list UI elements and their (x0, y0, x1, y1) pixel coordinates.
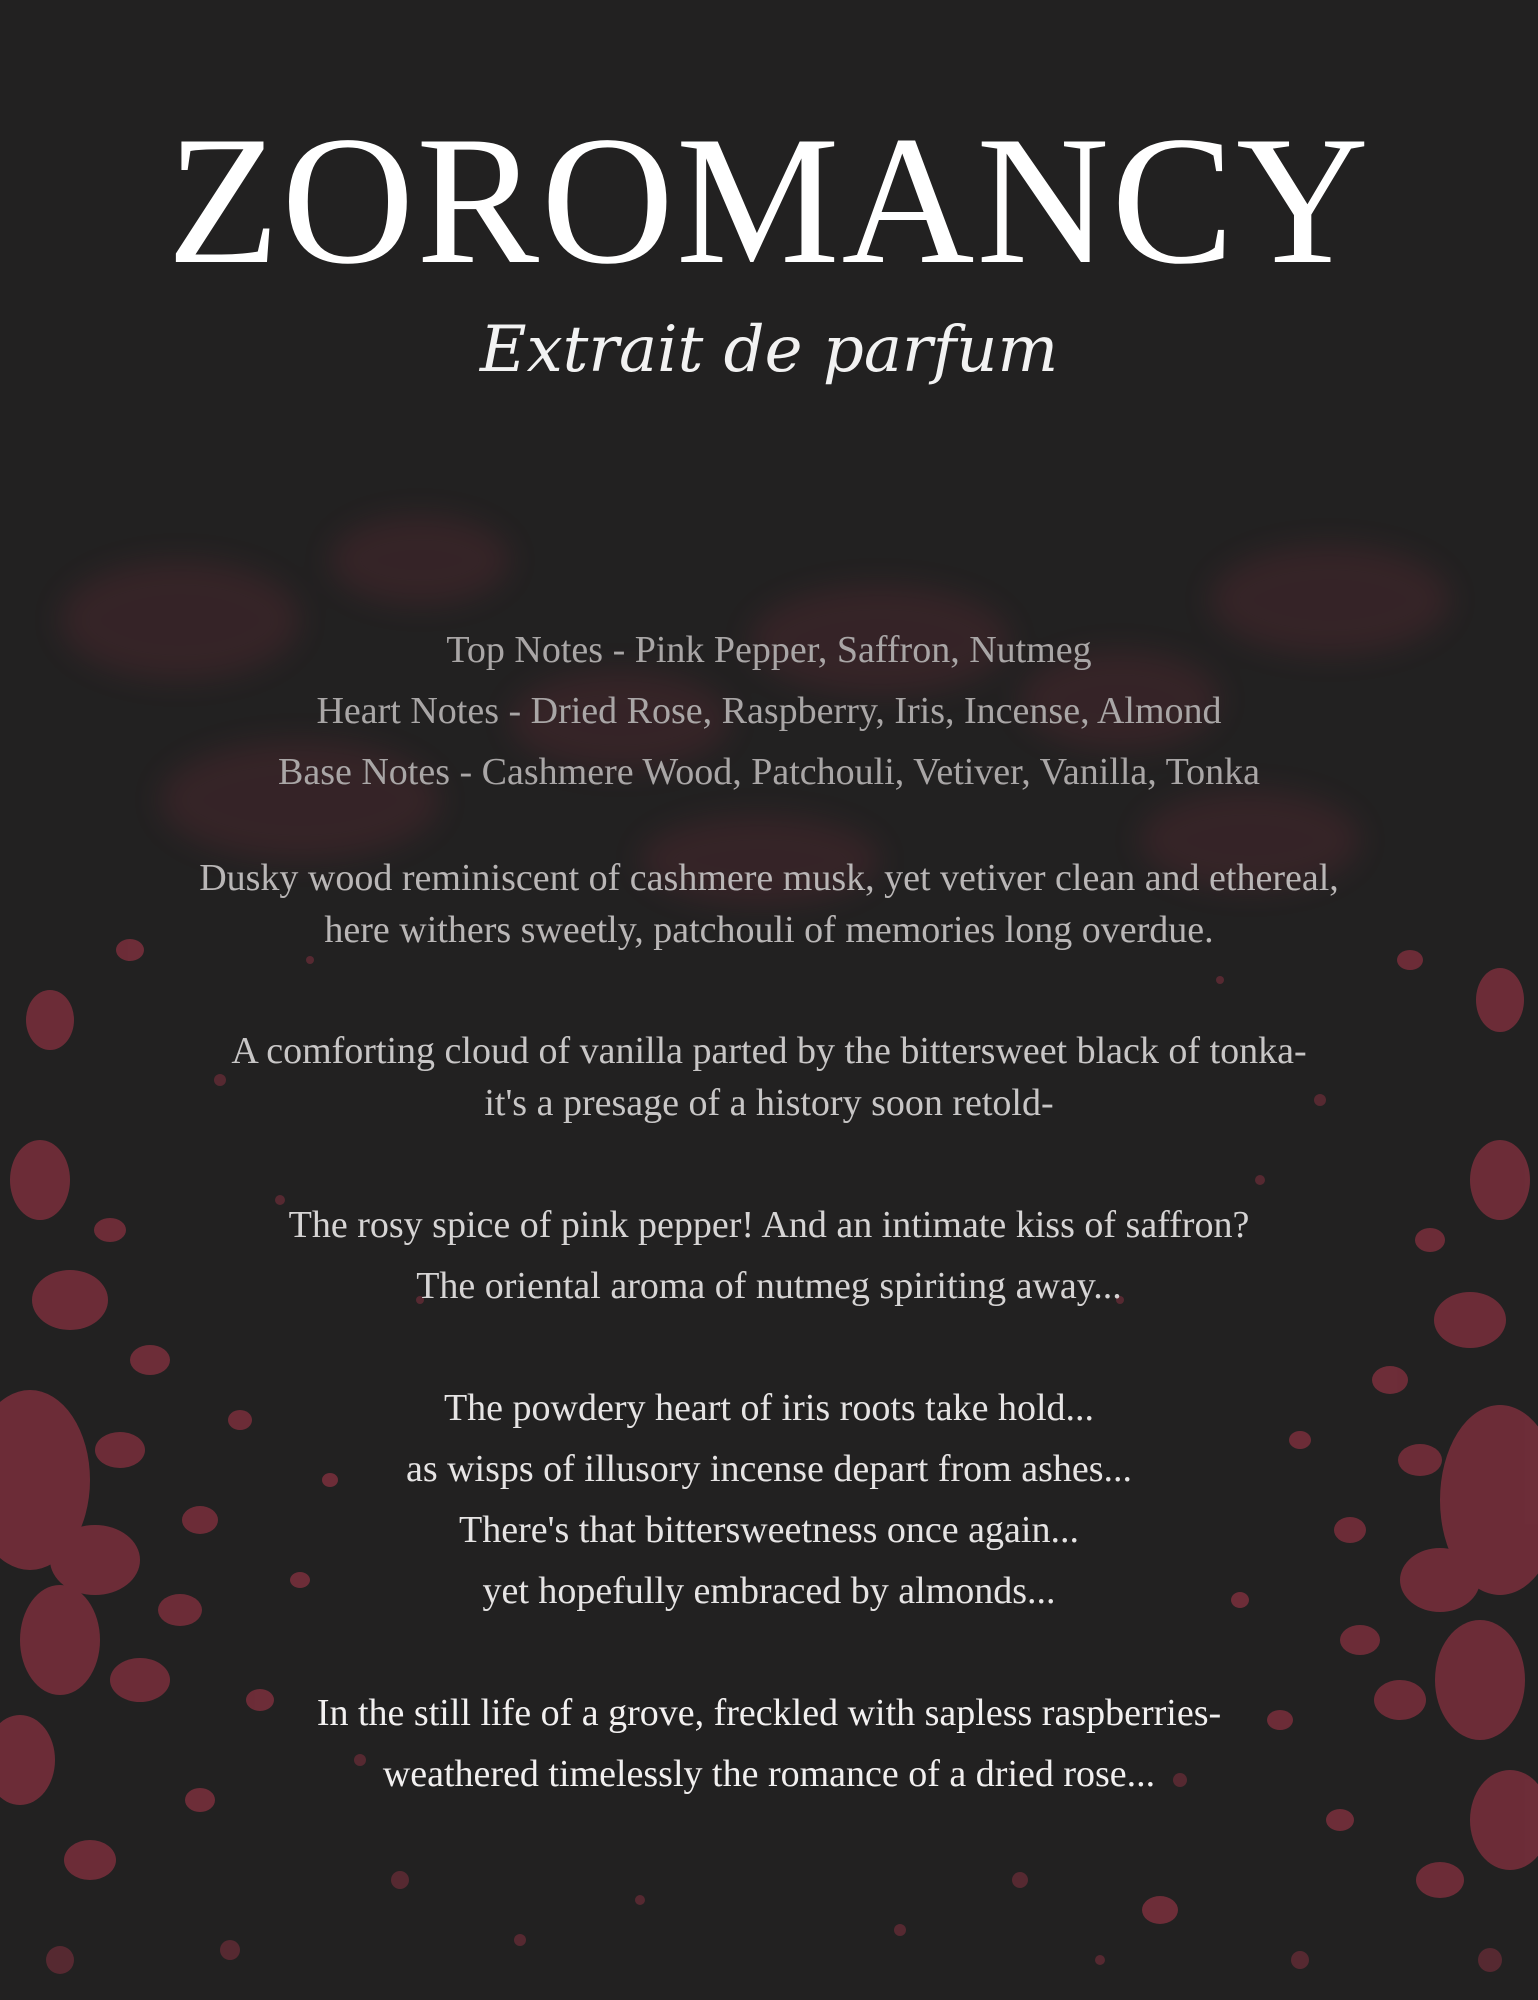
fragrance-notes (0, 620, 1538, 803)
poem-line: Dusky wood reminiscent of cashmere musk, yet vetiver clean and ethereal, (199, 857, 1339, 899)
top-notes: Top Notes - Pink Pepper, Saffron, Nutmeg (446, 629, 1092, 671)
poem-stanza-2 (0, 1025, 1538, 1129)
base-notes: Base Notes - Cashmere Wood, Patchouli, Vetiver, Vanilla, Tonka (277, 751, 1260, 793)
poem-line: The rosy spice of pink pepper! And an intimate kiss of saffron? (288, 1204, 1250, 1246)
heart-notes: Heart Notes - Dried Rose, Raspberry, Iris, Incense, Almond (316, 690, 1222, 732)
poem-line: it's a presage of a history soon retold- (484, 1082, 1054, 1124)
poem-line: There's that bittersweetness once again... (459, 1509, 1079, 1551)
poem-line: The oriental aroma of nutmeg spiriting away... (416, 1265, 1122, 1307)
poem-stanza-5 (0, 1683, 1538, 1805)
poem-stanza-4 (0, 1378, 1538, 1622)
poem-line: here withers sweetly, patchouli of memories long overdue. (324, 909, 1214, 951)
poem-line: yet hopefully embraced by almonds... (482, 1570, 1056, 1612)
poem-line: In the still life of a grove, freckled with sapless raspberries- (316, 1692, 1222, 1734)
product-subtitle: Extrait de parfum (479, 313, 1059, 387)
poem-line: weathered timelessly the romance of a dried rose... (382, 1753, 1156, 1795)
brand-title: ZOROMANCY (167, 98, 1371, 302)
poem-line: A comforting cloud of vanilla parted by the bittersweet black of tonka- (231, 1030, 1307, 1072)
poem-line: The powdery heart of iris roots take hold... (443, 1387, 1095, 1429)
poem-stanza-1 (0, 852, 1538, 956)
poem-line: as wisps of illusory incense depart from ashes... (405, 1448, 1133, 1490)
poem-stanza-3 (0, 1195, 1538, 1317)
